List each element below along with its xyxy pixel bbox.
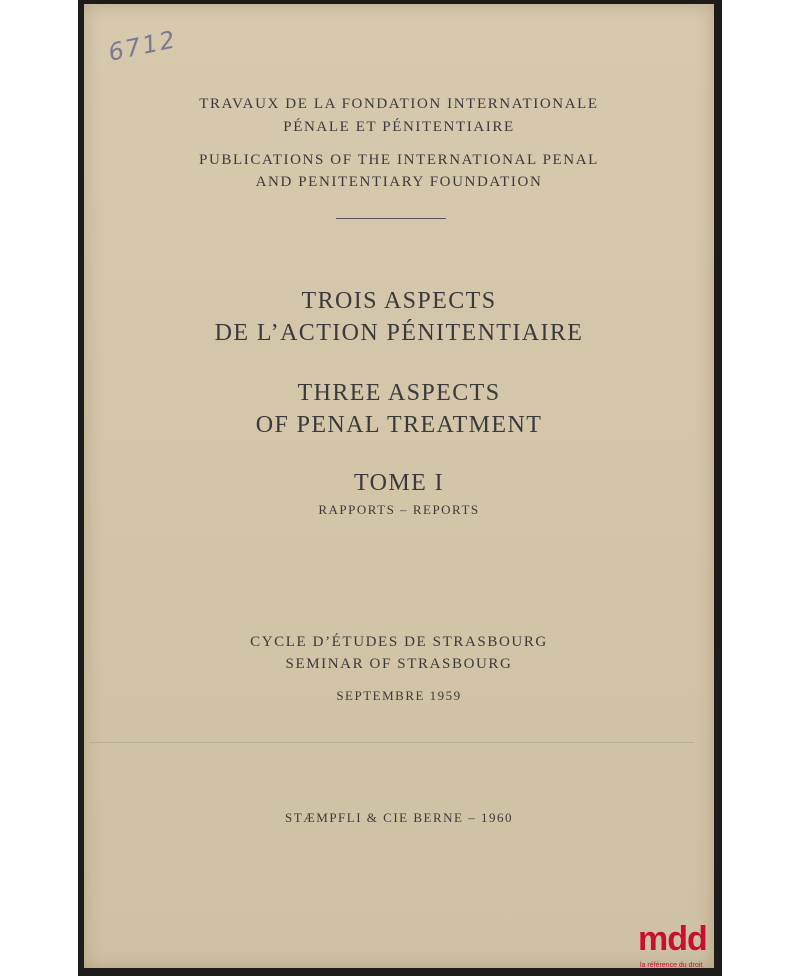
mdd-tagline: la référence du droit	[640, 962, 703, 969]
volume-subtitle: RAPPORTS – REPORTS	[318, 502, 480, 517]
seminar-date: SEPTEMBRE 1959	[336, 688, 462, 703]
header-fr-line1: TRAVAUX DE LA FONDATION INTERNATIONALE	[199, 96, 599, 112]
seminar-en: SEMINAR OF STRASBOURG	[285, 656, 513, 672]
header-en-line1: PUBLICATIONS OF THE INTERNATIONAL PENAL	[199, 152, 599, 168]
book-cover	[84, 4, 714, 968]
title-fr-line1: TROIS ASPECTS	[301, 288, 497, 314]
seminar-fr: CYCLE D’ÉTUDES DE STRASBOURG	[250, 634, 548, 650]
title-fr-line2: DE L’ACTION PÉNITENTIAIRE	[214, 320, 584, 346]
title-en-line2: OF PENAL TREATMENT	[255, 412, 543, 438]
paper-fold-line	[90, 742, 694, 743]
publisher-line: STÆMPFLI & CIE BERNE – 1960	[285, 810, 513, 825]
divider-rule	[336, 218, 446, 219]
header-en-line2: AND PENITENTIARY FOUNDATION	[255, 174, 543, 190]
title-en-line1: THREE ASPECTS	[297, 380, 501, 406]
header-fr-line2: PÉNALE ET PÉNITENTIAIRE	[283, 119, 515, 135]
handwritten-note: 6712	[105, 25, 180, 67]
mdd-logo: mdd	[638, 920, 707, 958]
volume-tome: TOME I	[354, 470, 444, 496]
